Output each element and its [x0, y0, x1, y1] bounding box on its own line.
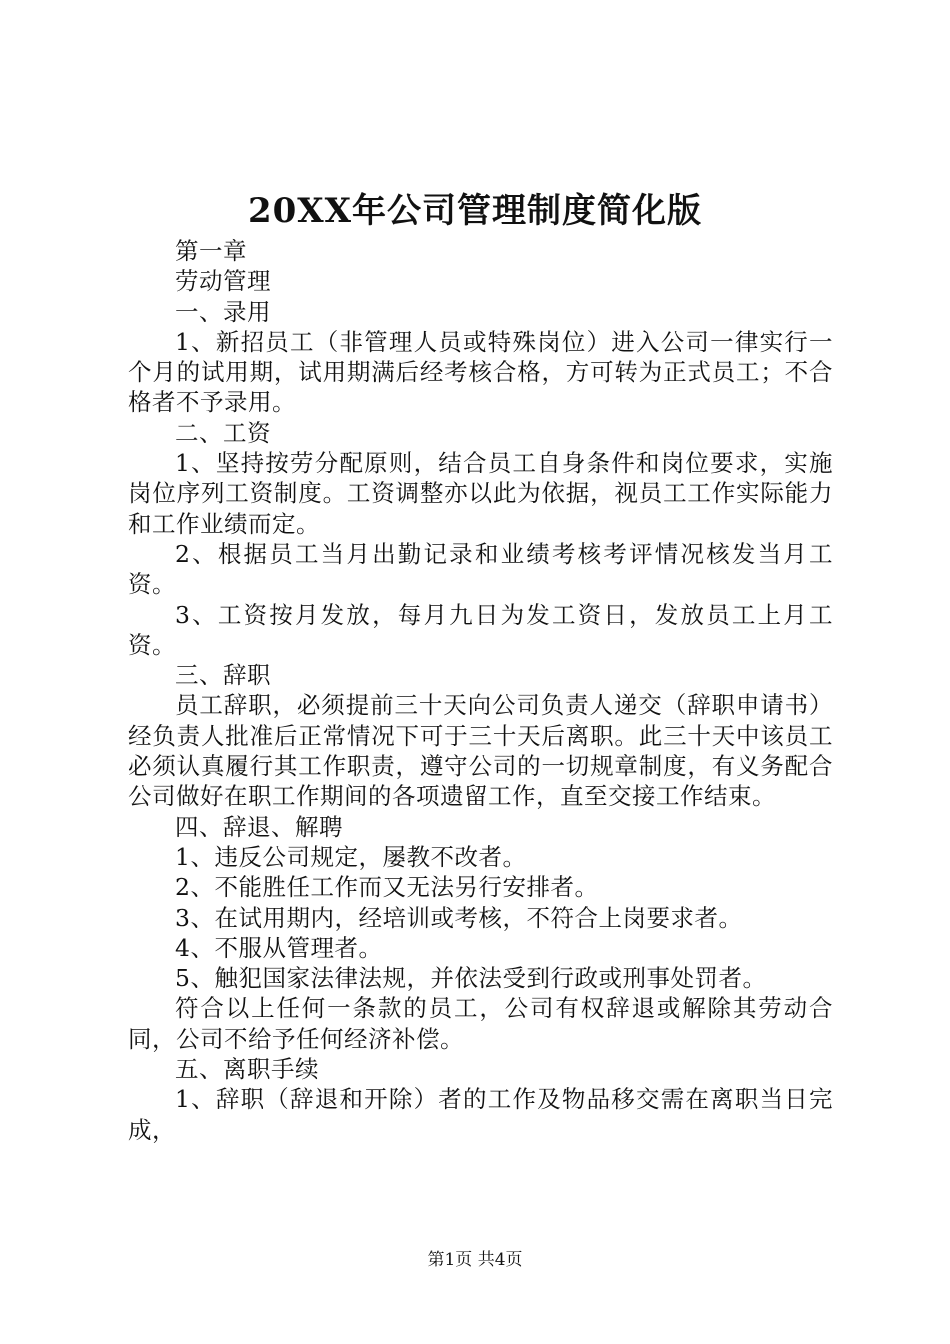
paragraph-heading-leaving-procedure: 五、离职手续 [175, 1055, 319, 1084]
paragraph-chapter: 第一章 [175, 237, 247, 265]
paragraph: 1、辞职（辞退和开除）者的工作及物品移交需在离职当日完成， [128, 1085, 833, 1144]
paragraph-section-heading: 劳动管理 [175, 267, 271, 296]
list-item: 5、触犯国家法律法规，并依法受到行政或刑事处罚者。 [175, 964, 767, 993]
document-title: 20XX年公司管理制度简化版 [247, 191, 703, 231]
list-item: 2、不能胜任工作而又无法另行安排者。 [175, 873, 599, 902]
paragraph-heading-salary: 二、工资 [175, 418, 271, 447]
paragraph-heading-hiring: 一、录用 [175, 297, 271, 326]
paragraph: 1、新招员工（非管理人员或特殊岗位）进入公司一律实行一个月的试用期，试用期满后经考核合格，方可转为正式员工；不合格者不予录用。 [128, 327, 833, 417]
list-item: 1、违反公司规定，屡教不改者。 [175, 842, 527, 871]
document-body [128, 236, 833, 1145]
paragraph-heading-dismissal: 四、辞退、解聘 [175, 812, 343, 841]
paragraph: 3、工资按月发放，每月九日为发工资日，发放员工上月工资。 [128, 600, 833, 659]
page-footer: 第1页 共4页 [427, 1250, 523, 1270]
list-item: 3、在试用期内，经培训或考核，不符合上岗要求者。 [175, 903, 743, 932]
paragraph: 2、根据员工当月出勤记录和业绩考核考评情况核发当月工资。 [128, 539, 833, 599]
paragraph: 1、坚持按劳分配原则，结合员工自身条件和岗位要求，实施岗位序列工资制度。工资调整亦以此为依据，视员工工作实际能力和工作业绩而定。 [128, 449, 833, 538]
paragraph: 符合以上任何一条款的员工，公司有权辞退或解除其劳动合同，公司不给予任何经济补偿。 [128, 994, 833, 1053]
paragraph-heading-resignation: 三、辞职 [175, 661, 271, 690]
list-item: 4、不服从管理者。 [175, 933, 383, 962]
paragraph: 员工辞职，必须提前三十天向公司负责人递交（辞职申请书）经负责人批准后正常情况下可于三十天后离职。此三十天中该员工必须认真履行其工作职责，遵守公司的一切规章制度，有义务配合公司做好在职工作期间的各项遗留工作，直至交接工作结束。 [128, 691, 833, 811]
